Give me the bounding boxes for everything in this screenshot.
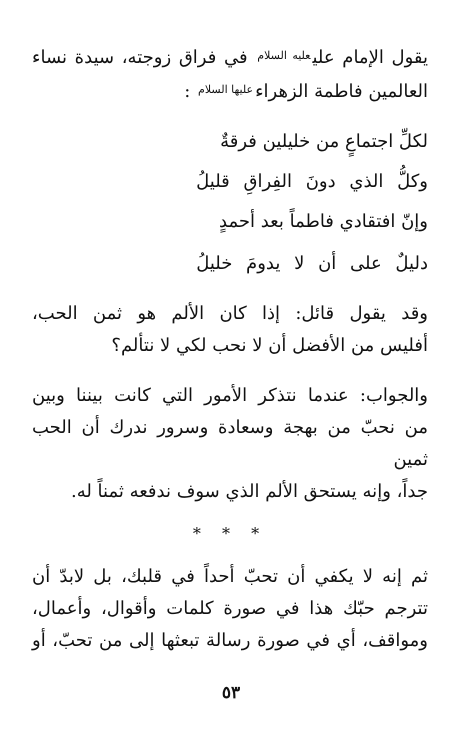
intro-text-2a: العالمين فاطمة الزهراء	[255, 81, 428, 102]
intro-paragraph	[32, 40, 428, 108]
answer-line-2: من نحبّ من بهجة وسعادة وسرور ندرك أن الحب ثمين	[32, 417, 428, 470]
question-line-1: وقد يقول قائل: إذا كان الألم هو ثمن الحب،	[32, 303, 428, 324]
closing-line-3: ومواقف، أي في صورة رسالة تبعثها إلى من تحبّ، أو	[32, 630, 428, 651]
poem-verse-3: وإنّ افتقادي فاطماً بعد أحمدٍ	[219, 211, 428, 232]
poem-verse-4: دليلٌ على أن لا يدومَ خليلُ	[196, 253, 428, 274]
page-number: ٥٣	[221, 683, 241, 703]
answer-line-3: جداً، وإنه يستحق الألم الذي سوف ندفعه ثمناً له.	[70, 481, 428, 502]
intro-text-1b: في فراق زوجته، سيدة نساء	[32, 47, 248, 68]
intro-line-1	[32, 40, 428, 74]
section-separator: * * *	[192, 524, 268, 543]
closing-line-1: ثم إنه لا يكفي أن تحبّ أحداً في قلبك، بل لابدّ أن	[32, 566, 428, 587]
honorific-mark: عليه السلام	[257, 49, 311, 62]
honorific-mark: عليها السلام	[198, 83, 254, 96]
question-paragraph	[32, 298, 428, 362]
intro-line-2	[32, 74, 428, 108]
closing-line-2: تترجم حبّك هذا في صورة كلمات وأقوال، وأعمال،	[32, 598, 428, 619]
question-line-2: أفليس من الأفضل أن لا نحب لكي لا نتألم؟	[111, 335, 428, 356]
intro-text-1a: يقول الإمام علي	[312, 47, 428, 68]
poem-verse-2: وكلُّ الذي دونَ الفِراقِ قليلُ	[196, 171, 428, 192]
answer-paragraph	[32, 380, 428, 508]
answer-line-1: والجواب: عندما نتذكر الأمور التي كانت بيننا وبين	[32, 385, 428, 406]
intro-text-2b: :	[184, 81, 191, 102]
poem-verse-1: لكلِّ اجتماعٍ من خليلين فرقةٌ	[220, 131, 428, 152]
closing-paragraph	[32, 561, 428, 657]
